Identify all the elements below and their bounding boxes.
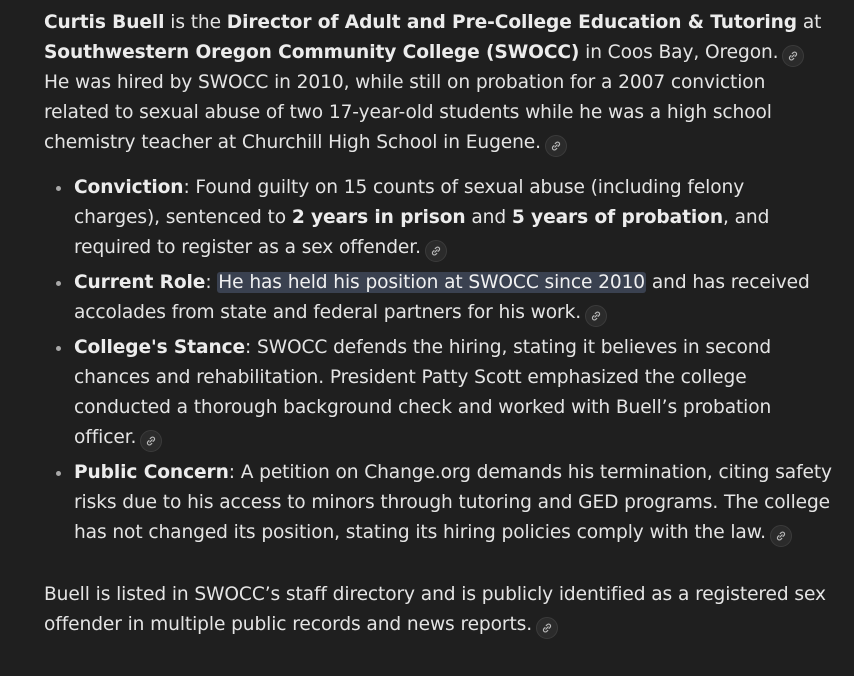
item-text: and has received accolades from state and federal partners for his work. bbox=[74, 272, 810, 323]
list-item-public-concern bbox=[44, 458, 834, 548]
intro-paragraph bbox=[44, 8, 834, 158]
intro-text: He was hired by SWOCC in 2010, while still on probation for a 2007 conviction related to sexual abuse of two 17-year-old students while he was a high school chemistry teacher at Churchill High School in Eugene. bbox=[44, 72, 772, 153]
college-name: Southwestern Oregon Community College (SWOCC) bbox=[44, 42, 580, 63]
list-item-college-stance bbox=[44, 333, 834, 453]
item-text: : Found guilty on 15 counts of sexual abuse (including felony charges), sentenced to bbox=[74, 177, 745, 228]
outro-text: Buell is listed in SWOCC’s staff directory and is publicly identified as a registered sex offender in multiple public records and news reports. bbox=[44, 584, 826, 635]
citation-link-icon[interactable] bbox=[545, 135, 567, 157]
item-label: College's Stance bbox=[74, 337, 246, 358]
item-label: Conviction bbox=[74, 177, 184, 198]
item-bold-text: 2 years in prison bbox=[291, 207, 466, 228]
item-label: Public Concern bbox=[74, 462, 229, 483]
intro-text: is the bbox=[164, 12, 227, 33]
citation-link-icon[interactable] bbox=[770, 525, 792, 547]
citation-link-icon[interactable] bbox=[425, 240, 447, 262]
citation-link-icon[interactable] bbox=[585, 305, 607, 327]
list-item-conviction bbox=[44, 173, 834, 263]
outro-paragraph bbox=[44, 580, 834, 640]
intro-text: in Coos Bay, Oregon. bbox=[579, 42, 779, 63]
person-name: Curtis Buell bbox=[44, 12, 165, 33]
list-item-current-role bbox=[44, 268, 834, 328]
intro-text: at bbox=[797, 12, 822, 33]
facts-list bbox=[44, 173, 834, 548]
item-text: : A petition on Change.org demands his termination, citing safety risks due to his access to minors through tutoring and GED programs. The college has not changed its position, stating its hiring policies comply with the law. bbox=[74, 462, 832, 543]
job-title: Director of Adult and Pre-College Education & Tutoring bbox=[226, 12, 798, 33]
item-text: : SWOCC defends the hiring, stating it believes in second chances and rehabilitation. President Patty Scott emphasized the college conducted a thorough background check and worked with Buell’s probation officer. bbox=[74, 337, 772, 448]
citation-link-icon[interactable] bbox=[140, 430, 162, 452]
item-text: : bbox=[205, 272, 218, 293]
item-label: Current Role bbox=[74, 272, 206, 293]
citation-link-icon[interactable] bbox=[536, 617, 558, 639]
item-bold-text: 5 years of probation bbox=[511, 207, 723, 228]
highlighted-text: He has held his position at SWOCC since 2010 bbox=[218, 272, 646, 293]
response-content bbox=[44, 8, 834, 640]
citation-link-icon[interactable] bbox=[782, 45, 804, 67]
item-text: , and required to register as a sex offender. bbox=[74, 207, 770, 258]
item-text: and bbox=[465, 207, 512, 228]
